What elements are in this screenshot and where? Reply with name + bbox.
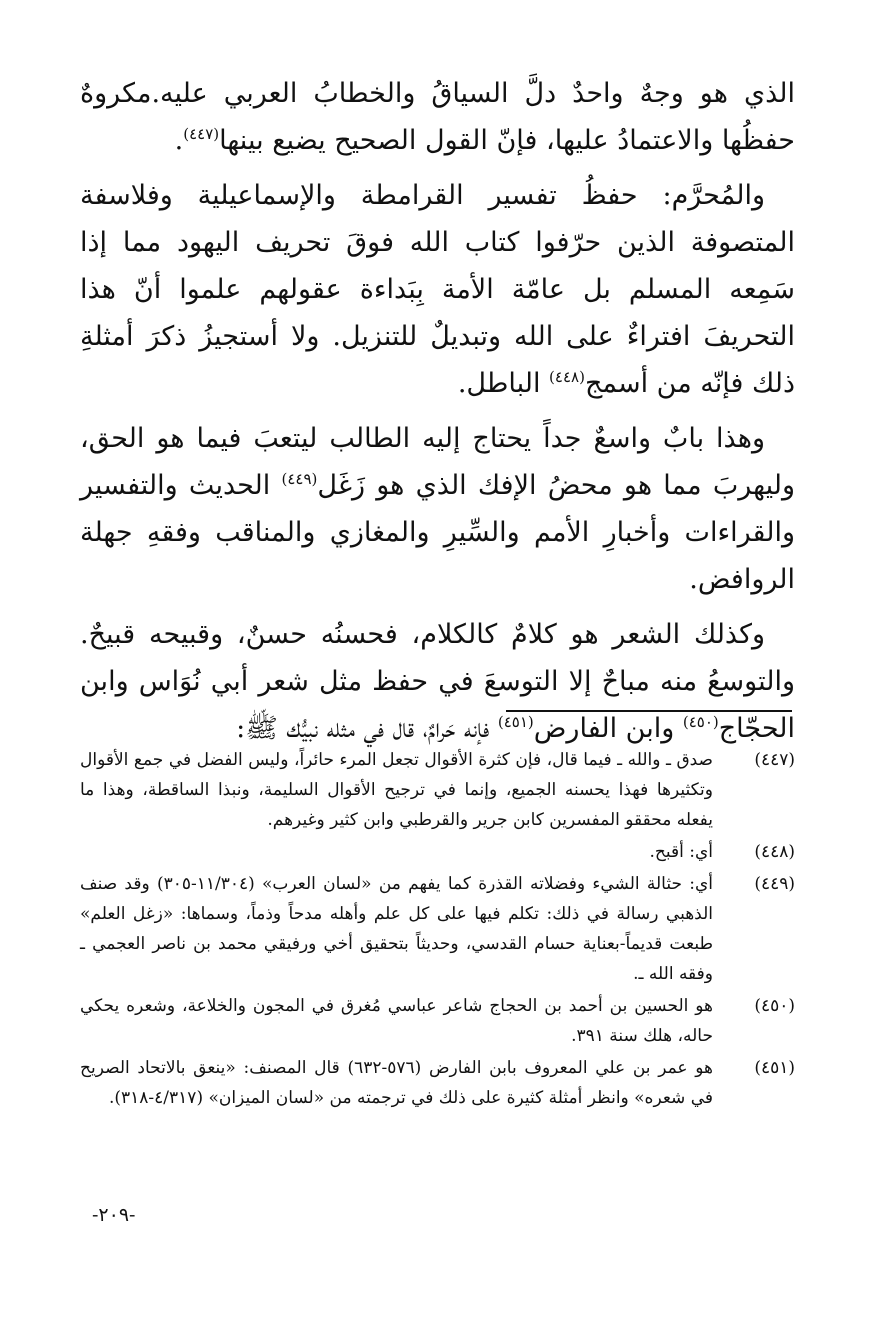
- footnote-text: هو عمر بن علي المعروف بابن الفارض (٥٧٦-٦٣٢) قال المصنف: «ينعق بالاتحاد الصريح في شعره» وانظر أمثلة كثيرة على ذلك في ترجمته من «لسان الميزان» (٤/٣١٧-٣١٨).: [80, 1058, 714, 1108]
- footnote-number: (٤٤٨): [754, 842, 795, 862]
- footnote-reference: (٤٥٠): [682, 713, 719, 731]
- footnote-number: (٤٤٩): [754, 874, 795, 894]
- paragraph-text: الحديث والتفسير والقراءات وأخبارِ الأمم والسِّيرِ والمغازي والمناقب وفقهِ جهلة الروافض.: [80, 470, 795, 595]
- footnote-divider: [506, 710, 792, 712]
- paragraph-text: .: [174, 125, 184, 156]
- paragraph-text: الذي هو وجهٌ واحدٌ دلَّ السياقُ والخطابُ العربي عليه.مكروهٌ حفظُها والاعتمادُ عليها، فإنّ القول الصحيح يضيع بينها: [80, 78, 795, 156]
- paragraph-text: وكذلك الشعر هو كلامٌ كالكلام، فحسنُه حسنٌ، وقبيحه قبيحٌ. والتوسعُ منه مباحٌ إلا التوسعَ في حفظ مثل شعر أبي نُوَاس وابن الحجّاج: [80, 619, 795, 744]
- footnote-number: (٤٥١): [754, 1058, 795, 1078]
- main-text-body: [80, 70, 795, 752]
- footnote-item: [80, 745, 795, 835]
- footnotes-section: [80, 745, 795, 1115]
- paragraph: [80, 611, 795, 752]
- paragraph-text: فإنه حَرامٌ، قال في مثله نبيُّك ﷺ:: [236, 713, 498, 744]
- footnote-number: (٤٤٧): [754, 750, 795, 770]
- footnote-text: أي: أقبح.: [649, 842, 713, 862]
- paragraph: [80, 172, 795, 407]
- paragraph-text: وهذا بابٌ واسعٌ جداً يحتاج إليه الطالب ليتعبَ فيما هو الحق، وليهربَ مما هو محضُ الإفك الذي هو زَغَل: [80, 423, 795, 501]
- footnote-item: [80, 991, 795, 1051]
- footnote-number: (٤٥٠): [754, 996, 795, 1016]
- paragraph: [80, 415, 795, 603]
- footnote-text: هو الحسين بن أحمد بن الحجاج شاعر عباسي مُغرق في المجون والخلاعة، وشعره يحكي حاله، هلك سنة ٣٩١.: [80, 996, 713, 1046]
- footnote-reference: (٤٤٨): [549, 368, 585, 386]
- footnote-reference: (٤٥١): [497, 713, 534, 731]
- footnote-reference: (٤٤٩): [281, 470, 318, 488]
- paragraph: [80, 70, 795, 164]
- footnote-item: [80, 869, 795, 989]
- footnote-item: [80, 837, 795, 867]
- footnote-text: صدق ـ والله ـ فيما قال، فإن كثرة الأقوال تجعل المرء حائراً، وليس الفضل في جمع الأقوال وتكثيرها فهذا يحسنه الجميع، وإنما في ترجيح الأقوال السليمة، ونبذا الساقطة، وهذا ما يفعله محققو المفسرين كابن جرير والقرطبي وابن كثير وغيرهم.: [80, 750, 713, 830]
- footnote-item: [80, 1053, 795, 1113]
- footnote-reference: (٤٤٧): [183, 125, 220, 143]
- page-number: -٢٠٩-: [92, 1204, 136, 1226]
- paragraph-text: الباطل.: [457, 368, 550, 399]
- paragraph-text: والمُحرَّم: حفظُ تفسير القرامطة والإسماعيلية وفلاسفة المتصوفة الذين حرّفوا كتاب الله فوقَ تحريف اليهود مما إذا سَمِعه المسلم بل عامّة الأمة بِبَداءة عقولهم علموا أنّ هذا التحريفَ افتراءٌ على الله وتبديلٌ للتنزيل. ولا أستجيزُ ذكرَ أمثلةِ ذلك فإنّه من أسمج: [80, 180, 795, 399]
- footnote-text: أي: حثالة الشيء وفضلاته القذرة كما يفهم من «لسان العرب» (١١/٣٠٤-٣٠٥) وقد صنف الذهبي رسالة في ذلك: تكلم فيها على كل علم وأهله مدحاً وذماً، وسماها: «زغل العلم» طبعت قديماً-بعناية حسام القدسي، وحديثاً بتحقيق أخي ورفيقي محمد بن ناصر العجمي ـ وفقه الله ـ.: [80, 874, 713, 984]
- paragraph-text: وابن الفارض: [533, 713, 683, 744]
